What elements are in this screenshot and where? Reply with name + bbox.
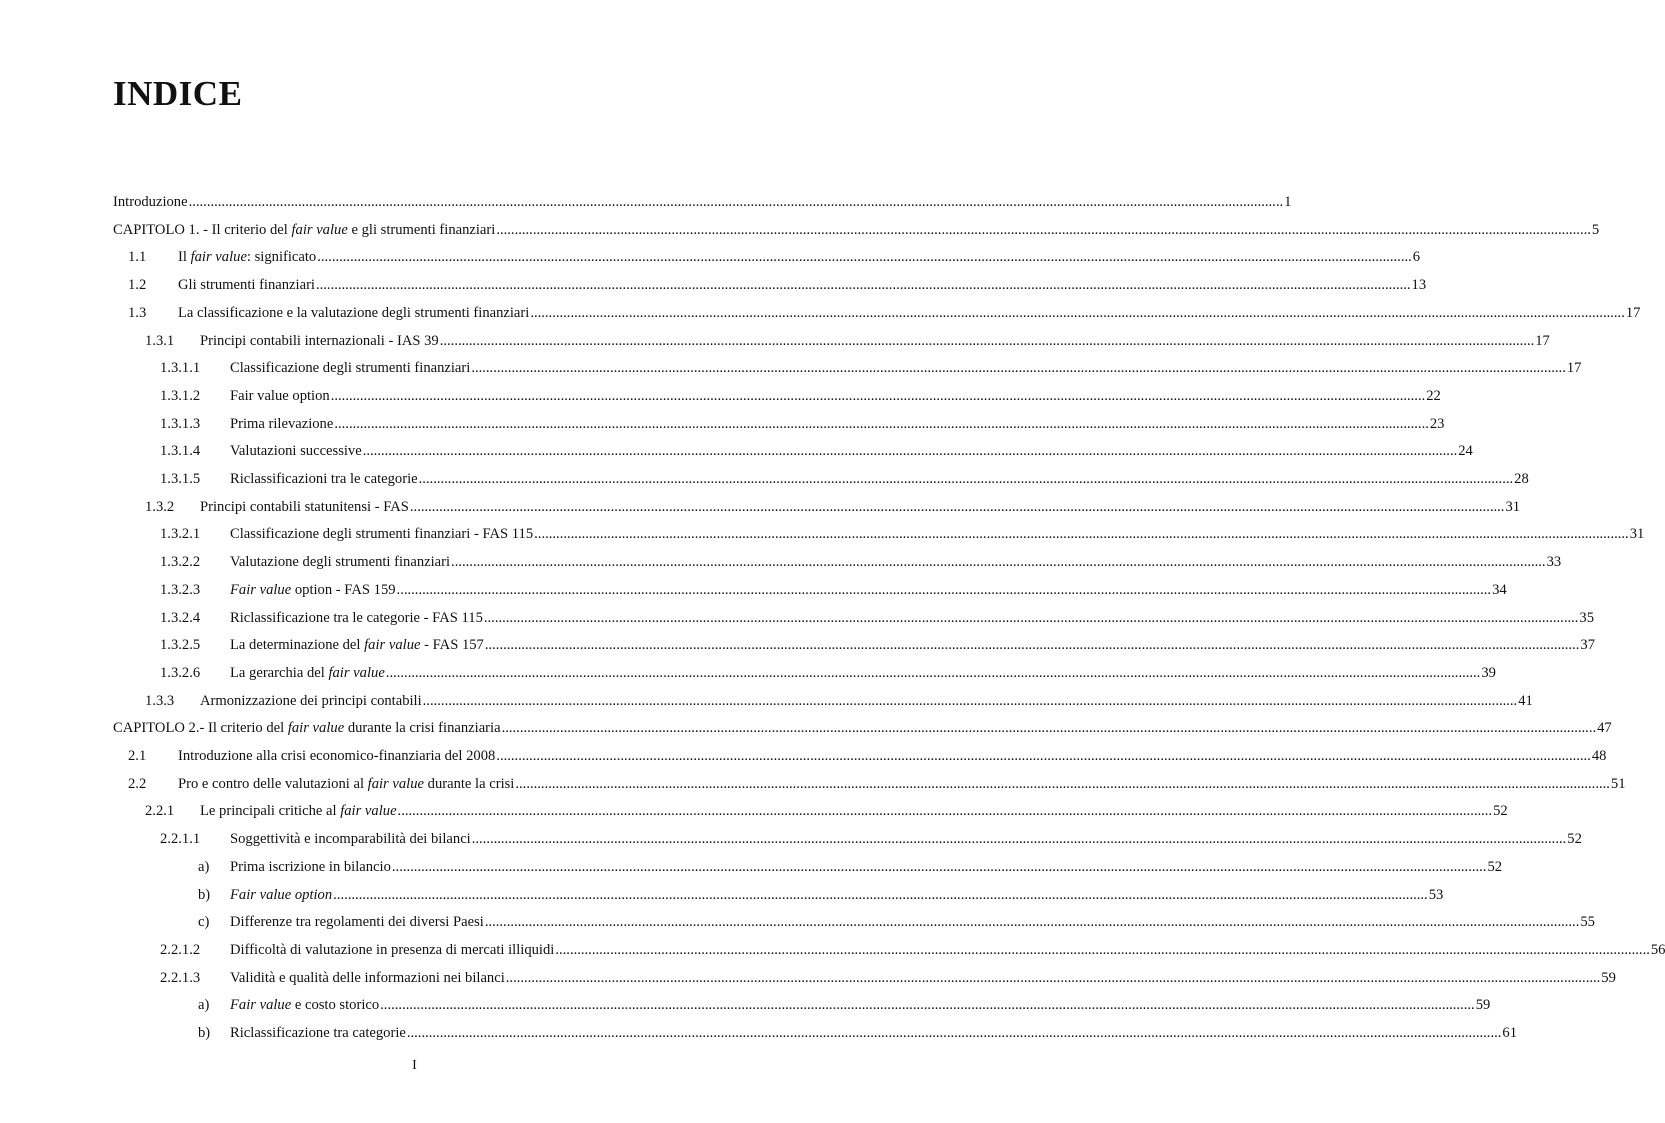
toc-entry-line: [230, 1023, 1517, 1043]
toc-entry-number: 2.2.1.3: [160, 969, 201, 986]
toc-entry[interactable]: [0, 663, 1496, 683]
toc-entry-title-part: Introduzione: [113, 194, 188, 210]
toc-entry[interactable]: [0, 552, 1562, 572]
toc-entry-line: [200, 691, 1533, 711]
toc-entry-line: [230, 524, 1645, 544]
toc-entry-number: 1.3.1.4: [160, 443, 201, 460]
toc-entry-title: [230, 524, 533, 544]
toc-entry-title-part: Le principali critiche al: [200, 803, 341, 820]
toc-entry-title: [230, 441, 362, 461]
toc-entry-title: [230, 995, 379, 1015]
toc-entry-title: [230, 608, 483, 628]
dot-leader: ............................................................................................................................................................................................................................................................................................................: [471, 831, 1567, 848]
toc-entry-title: [200, 691, 422, 711]
toc-entry-page: 59: [1601, 969, 1616, 986]
toc-entry-line: [230, 358, 1582, 378]
toc-entry-number: 1.3.2: [145, 498, 175, 515]
toc-entry-title-part: Validità e qualità delle informazioni nei bilanci: [230, 969, 505, 986]
toc-entry-title-part: - FAS 157: [420, 637, 484, 654]
toc-entry-title-part: fair value: [367, 775, 424, 792]
toc-entry-title: [230, 552, 450, 572]
toc-entry-title: [230, 386, 330, 406]
toc-entry-title: [230, 940, 554, 960]
toc-entry[interactable]: [0, 691, 1533, 711]
toc-entry[interactable]: [0, 940, 1665, 960]
dot-leader: ............................................................................................................................................................................................................................................................................................................: [484, 637, 1580, 654]
dot-leader: ............................................................................................................................................................................................................................................................................................................: [334, 415, 1429, 432]
toc-entry-title-part: fair value: [190, 249, 247, 266]
toc-entry-title-part: Valutazioni successive: [230, 443, 362, 460]
toc-entry-line: [230, 441, 1473, 461]
toc-entry[interactable]: [0, 524, 1645, 544]
dot-leader: ............................................................................................................................................................................................................................................................................................................: [391, 858, 1487, 875]
toc-entry-title-part: Riclassificazioni tra le categorie: [230, 471, 418, 487]
dot-leader: ............................................................................................................................................................................................................................................................................................................: [397, 803, 1493, 820]
toc-entry-page: 61: [1502, 1025, 1517, 1041]
toc-entry-line: [230, 635, 1595, 655]
toc-entry-line: [230, 663, 1496, 683]
toc-entry[interactable]: [0, 885, 1444, 905]
toc-entry-page: 35: [1579, 609, 1594, 626]
toc-entry-page: 34: [1492, 581, 1507, 598]
toc-entry-title-part: Fair value: [230, 581, 292, 598]
toc-entry-page: 37: [1580, 637, 1595, 654]
dot-leader: ............................................................................................................................................................................................................................................................................................................: [501, 720, 1597, 737]
toc-entry-title-part: Classificazione degli strumenti finanziari - FAS 115: [230, 526, 534, 543]
toc-entry-title-part: fair value: [340, 803, 397, 820]
dot-leader: ............................................................................................................................................................................................................................................................................................................: [385, 664, 1481, 681]
toc-entry-line: [178, 247, 1421, 267]
toc-entry-title: [230, 414, 333, 434]
toc-entry-number: 2.1: [128, 748, 147, 764]
toc-entry-line: [178, 303, 1641, 323]
dot-leader: ............................................................................................................................................................................................................................................................................................................: [515, 775, 1610, 792]
toc-entry[interactable]: [0, 414, 1445, 434]
toc-entry[interactable]: [0, 469, 1529, 489]
toc-entry-line: [230, 414, 1445, 434]
toc-entry-line: [230, 940, 1665, 960]
toc-entry-page: 17: [1535, 332, 1550, 349]
toc-entry-page: 53: [1428, 886, 1444, 903]
toc-entry-number: 1.3.2.5: [160, 637, 201, 654]
dot-leader: ............................................................................................................................................................................................................................................................................................................: [534, 526, 1629, 543]
dot-leader: ............................................................................................................................................................................................................................................................................................................: [188, 194, 1284, 210]
toc-entry[interactable]: [0, 192, 1292, 212]
toc-entry-number: 2.2: [128, 775, 147, 792]
toc-entry-page: 41: [1518, 692, 1533, 709]
toc-entry-page: 1: [1284, 194, 1292, 210]
toc-entry-title-part: Classificazione degli strumenti finanziari: [230, 360, 471, 377]
toc-entry-title: [230, 912, 484, 932]
dot-leader: ............................................................................................................................................................................................................................................................................................................: [439, 332, 1535, 349]
dot-leader: ............................................................................................................................................................................................................................................................................................................: [333, 886, 1428, 903]
dot-leader: ............................................................................................................................................................................................................................................................................................................: [380, 997, 1475, 1014]
toc-entry-line: [230, 552, 1562, 572]
toc-entry-title-part: Valutazione degli strumenti finanziari: [230, 554, 451, 571]
toc-entry-title-part: CAPITOLO 1. - Il criterio del: [113, 221, 292, 238]
toc-entry-line: [200, 331, 1550, 351]
toc-entry-title: [230, 1023, 406, 1043]
toc-entry-title: [178, 275, 315, 295]
toc-entry[interactable]: [0, 331, 1550, 351]
toc-entry-line: [178, 774, 1626, 794]
toc-entry-title-part: CAPITOLO 2.- Il criterio del: [113, 720, 288, 737]
toc-entry[interactable]: [0, 829, 1582, 849]
toc-entry-number: 1.3.1.1: [160, 360, 201, 377]
toc-entry-number: 1.3.3: [145, 692, 175, 709]
toc-entry-title-part: fair value: [287, 720, 345, 737]
toc-entry[interactable]: [0, 358, 1582, 378]
toc-entry-page: 13: [1411, 277, 1427, 294]
toc-entry-number: a): [198, 997, 210, 1014]
toc-entry-line: [230, 995, 1491, 1015]
toc-entry-title: [113, 718, 501, 738]
toc-entry-title-part: La gerarchia del: [230, 664, 329, 681]
toc-entry-line: [230, 469, 1529, 489]
toc-entry[interactable]: [0, 608, 1594, 628]
toc-entry-page: 51: [1610, 775, 1626, 792]
toc-entry-line: [230, 857, 1503, 877]
toc-entry-title-part: Riclassificazione tra categorie: [230, 1025, 406, 1041]
toc-entry-number: a): [198, 858, 210, 875]
toc-entry-page: 23: [1429, 415, 1445, 432]
dot-leader: ............................................................................................................................................................................................................................................................................................................: [496, 221, 1591, 238]
toc-entry-line: [230, 829, 1582, 849]
dot-leader: ............................................................................................................................................................................................................................................................................................................: [505, 969, 1601, 986]
toc-entry[interactable]: [0, 441, 1473, 461]
toc-entry-title-part: Gli strumenti finanziari: [178, 277, 315, 294]
dot-leader: ............................................................................................................................................................................................................................................................................................................: [496, 748, 1591, 764]
toc-entry-title: [113, 192, 188, 212]
toc-entry-title-part: Soggettività e incomparabilità dei bilanci: [230, 831, 471, 848]
toc-entry[interactable]: [0, 912, 1595, 932]
toc-entry-line: [230, 580, 1507, 600]
toc-entry-number: 1.2: [128, 277, 147, 294]
toc-entry-title-part: Differenze tra regolamenti dei diversi Paesi: [230, 914, 484, 931]
toc-entry-page: 55: [1580, 914, 1595, 931]
toc-entry-line: [230, 608, 1594, 628]
toc-entry[interactable]: [0, 995, 1491, 1015]
toc-entry-title-part: Prima iscrizione in bilancio: [230, 858, 391, 875]
toc-entry-line: [230, 386, 1441, 406]
toc-entry[interactable]: [0, 774, 1626, 794]
toc-entry-title: [230, 358, 470, 378]
dot-leader: ............................................................................................................................................................................................................................................................................................................: [396, 581, 1492, 598]
toc-entry-title: [178, 247, 316, 267]
toc-entry-title-part: durante la crisi finanziaria: [344, 720, 501, 737]
toc-entry-title-part: Prima rilevazione: [230, 415, 334, 432]
toc-entry-title: [230, 857, 391, 877]
toc-entry-title: [230, 885, 332, 905]
toc-entry-page: 17: [1566, 360, 1582, 377]
toc-entry-page: 5: [1591, 221, 1600, 238]
toc-entry-number: 2.2.1.2: [160, 941, 201, 958]
dot-leader: ............................................................................................................................................................................................................................................................................................................: [555, 941, 1650, 958]
toc-entry-title: [230, 829, 471, 849]
dot-leader: ............................................................................................................................................................................................................................................................................................................: [330, 387, 1426, 404]
toc-entry-title-part: La classificazione e la valutazione degli strumenti finanziari: [178, 304, 530, 321]
dot-leader: ............................................................................................................................................................................................................................................................................................................: [471, 360, 1566, 377]
toc-entry-number: 1.3.1: [145, 332, 175, 349]
toc-entry-title-part: Introduzione alla crisi economico-finanziaria del 2008: [178, 748, 496, 764]
toc-entry-title-part: e costo storico: [291, 997, 380, 1014]
toc-entry-title: [178, 746, 495, 766]
dot-leader: ............................................................................................................................................................................................................................................................................................................: [422, 692, 1518, 709]
toc-entry-title-part: durante la crisi: [424, 775, 515, 792]
toc-entry-title: [178, 303, 529, 323]
toc-entry-number: 1.3.2.2: [160, 554, 201, 571]
toc-entry-page: 33: [1546, 554, 1562, 571]
toc-entry-page: 28: [1514, 471, 1529, 487]
dot-leader: ............................................................................................................................................................................................................................................................................................................: [530, 304, 1625, 321]
toc-entry[interactable]: [0, 718, 1612, 738]
toc-entry-number: 1.1: [128, 249, 147, 266]
toc-entry-number: 1.3.2.3: [160, 581, 201, 598]
toc-entry-title-part: Pro e contro delle valutazioni al: [178, 775, 368, 792]
toc-entry[interactable]: [0, 275, 1427, 295]
toc-entry-page: 22: [1426, 387, 1441, 404]
toc-entry[interactable]: [0, 303, 1641, 323]
dot-leader: ............................................................................................................................................................................................................................................................................................................: [317, 249, 1412, 266]
toc-entry[interactable]: [0, 247, 1421, 267]
toc-entry-title-part: Difficoltà di valutazione in presenza di mercati illiquidi: [230, 941, 555, 958]
toc-entry-title: [230, 968, 505, 988]
toc-entry-title: [230, 635, 484, 655]
toc-entry-number: c): [198, 914, 210, 931]
toc-entry-line: [113, 192, 1292, 212]
toc-entry-line: [178, 746, 1607, 766]
page-number: I: [412, 1058, 417, 1073]
toc-entry-title-part: Fair value option: [230, 387, 330, 404]
toc-entry-title: [230, 663, 385, 683]
toc-entry-title-part: e gli strumenti finanziari: [347, 221, 496, 238]
toc-entry-title: [200, 497, 409, 517]
toc-entry-title-part: Riclassificazione tra le categorie - FAS 115: [230, 609, 483, 626]
toc-entry-title-part: Principi contabili statunitensi - FAS: [200, 498, 409, 515]
toc-entry-line: [200, 801, 1508, 821]
toc-entry-page: 31: [1629, 526, 1645, 543]
toc-entry-page: 48: [1591, 748, 1607, 764]
toc-entry-line: [230, 912, 1595, 932]
toc-entry[interactable]: [0, 801, 1508, 821]
toc-entry-number: 1.3.2.6: [160, 664, 201, 681]
toc-entry-number: 1.3.2.4: [160, 609, 201, 626]
toc-entry-title: [200, 801, 397, 821]
dot-leader: ............................................................................................................................................................................................................................................................................................................: [451, 554, 1546, 571]
toc-entry-number: b): [198, 1025, 211, 1041]
toc-entry-line: [178, 275, 1427, 295]
toc-entry[interactable]: [0, 580, 1507, 600]
toc-entry-number: 1.3.1.3: [160, 415, 201, 432]
toc-entry[interactable]: [0, 497, 1521, 517]
toc-entry-number: 1.3.1.5: [160, 471, 201, 487]
toc-entry-title: [230, 469, 418, 489]
toc-entry-line: [230, 968, 1616, 988]
toc-entry-title-part: Armonizzazione dei principi contabili: [200, 692, 422, 709]
toc-entry[interactable]: [0, 968, 1616, 988]
toc-entry-line: [113, 220, 1600, 240]
dot-leader: ............................................................................................................................................................................................................................................................................................................: [484, 914, 1580, 931]
toc-entry[interactable]: [0, 635, 1595, 655]
toc-entry-page: 56: [1650, 941, 1665, 958]
toc-entry-line: [230, 885, 1444, 905]
toc-entry-page: 17: [1625, 304, 1641, 321]
toc-entry-page: 31: [1505, 498, 1521, 515]
toc-entry-title-part: : significato: [246, 249, 317, 266]
page-title: INDICE: [113, 74, 243, 113]
dot-leader: ............................................................................................................................................................................................................................................................................................................: [418, 471, 1514, 487]
dot-leader: ............................................................................................................................................................................................................................................................................................................: [406, 1025, 1502, 1041]
toc-entry-line: [200, 497, 1521, 517]
toc-entry-title-part: Principi contabili internazionali - IAS 39: [200, 332, 439, 349]
toc-entry-page: 52: [1493, 803, 1508, 820]
toc-entry-page: 52: [1567, 831, 1582, 848]
toc-entry-page: 24: [1458, 443, 1473, 460]
toc-entry-number: 1.3.2.1: [160, 526, 201, 543]
toc-entry-number: 2.2.1.1: [160, 831, 201, 848]
toc-entry-page: 59: [1475, 997, 1491, 1014]
toc-entry-title: [178, 774, 514, 794]
toc-entry-title-part: fair value: [328, 664, 385, 681]
toc-entry-title: [200, 331, 439, 351]
toc-entry-title-part: option - FAS 159: [291, 581, 396, 598]
toc-entry-title: [113, 220, 495, 240]
toc-entry[interactable]: [0, 386, 1441, 406]
toc-entry-page: 39: [1481, 664, 1496, 681]
toc-entry-title-part: Fair value: [230, 997, 292, 1014]
toc-entry-title-part: fair value: [291, 221, 348, 238]
toc-entry-title: [230, 580, 396, 600]
toc-entry-title-part: fair value: [364, 637, 421, 654]
toc-entry-page: 6: [1412, 249, 1421, 266]
toc-entry-page: 47: [1597, 720, 1612, 737]
dot-leader: ............................................................................................................................................................................................................................................................................................................: [409, 498, 1505, 515]
toc-entry[interactable]: [0, 220, 1600, 240]
toc-entry-number: 2.2.1: [145, 803, 175, 820]
toc-entry-title-part: Il: [178, 249, 191, 266]
toc-entry[interactable]: [0, 857, 1503, 877]
toc-entry-page: 52: [1487, 858, 1503, 875]
dot-leader: ............................................................................................................................................................................................................................................................................................................: [362, 443, 1458, 460]
toc-entry-number: b): [198, 886, 211, 903]
toc-entry[interactable]: [0, 1023, 1517, 1043]
toc-entry-number: 1.3.1.2: [160, 387, 201, 404]
toc-entry-title-part: La determinazione del: [230, 637, 365, 654]
toc-entry-title-part: Fair value option: [230, 886, 333, 903]
dot-leader: ............................................................................................................................................................................................................................................................................................................: [483, 609, 1579, 626]
toc-entry[interactable]: [0, 746, 1607, 766]
toc-entry-line: [113, 718, 1612, 738]
toc-entry-number: 1.3: [128, 304, 147, 321]
dot-leader: ............................................................................................................................................................................................................................................................................................................: [315, 277, 1411, 294]
